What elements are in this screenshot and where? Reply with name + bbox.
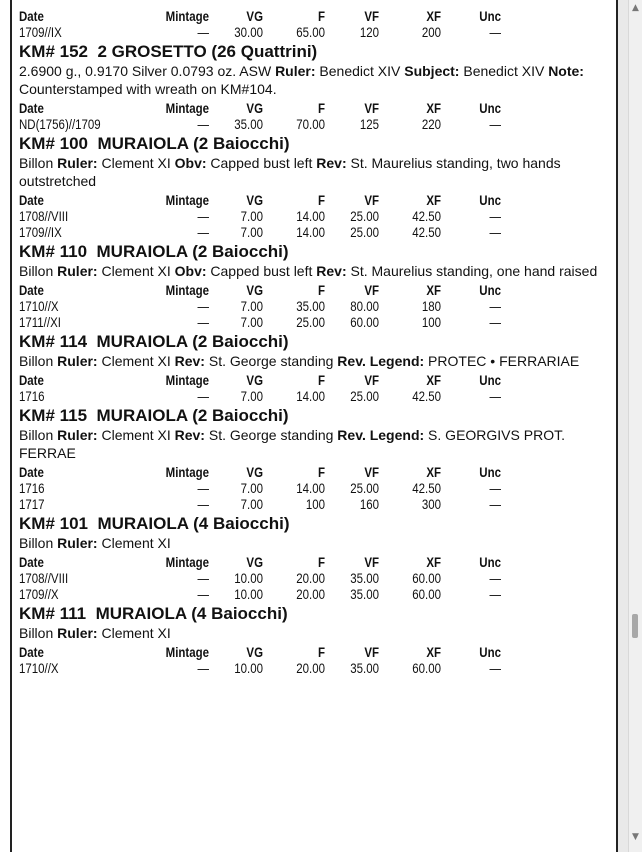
description-text: St. George standing [204, 353, 338, 369]
column-header-mintage: Mintage [165, 464, 209, 480]
cell-mintage: — [197, 570, 209, 586]
column-header-xf: XF [426, 464, 441, 480]
cell-vg: 7.00 [240, 298, 263, 314]
entry-description [19, 154, 609, 190]
cell-f: 100 [305, 496, 325, 512]
description-text: St. Maurelius standing, one hand raised [346, 263, 598, 279]
cell-date: 1709//IX [19, 224, 62, 240]
cell-xf: 200 [421, 24, 441, 40]
description-field-label: Ruler: [57, 535, 98, 551]
cell-date: 1716 [19, 480, 45, 496]
cell-vf: 120 [359, 24, 379, 40]
column-header-xf: XF [426, 644, 441, 660]
cell-vg: 10.00 [234, 660, 263, 676]
description-text: Clement XI [97, 427, 175, 443]
cell-vg: 10.00 [234, 570, 263, 586]
column-header-date: Date [19, 464, 44, 480]
column-header-f: F [317, 192, 325, 208]
description-text: Benedict XIV [459, 63, 549, 79]
column-header-vg: VG [246, 464, 263, 480]
column-header-row [19, 100, 609, 116]
description-text: Billon [19, 535, 58, 551]
column-header-f: F [317, 464, 325, 480]
column-header-xf: XF [426, 8, 441, 24]
entry-description [19, 426, 609, 462]
column-header-date: Date [19, 372, 44, 388]
description-text: Counterstamped with wreath on KM#104. [19, 81, 277, 97]
cell-mintage: — [197, 298, 209, 314]
column-header-vf: VF [364, 644, 379, 660]
title-spacer [86, 604, 95, 623]
cell-unc: — [489, 480, 501, 496]
description-text: Clement XI [97, 353, 175, 369]
cell-vf: 25.00 [350, 208, 379, 224]
page-gutter [618, 0, 628, 852]
cell-unc: — [489, 570, 501, 586]
coin-name: MURAIOLA (4 Baiocchi) [95, 604, 288, 623]
description-text: 2.6900 g., 0.9170 Silver 0.0793 oz. ASW [19, 63, 276, 79]
column-header-date: Date [19, 100, 44, 116]
description-text: Benedict XIV [315, 63, 405, 79]
cell-unc: — [489, 116, 501, 132]
entry-description [19, 534, 609, 552]
entry-description [19, 624, 609, 642]
cell-unc: — [489, 660, 501, 676]
entry-title [19, 241, 609, 262]
column-header-f: F [317, 8, 325, 24]
column-header-unc: Unc [479, 100, 501, 116]
vertical-scrollbar[interactable] [628, 0, 642, 852]
cell-mintage: — [197, 586, 209, 602]
cell-f: 14.00 [296, 480, 325, 496]
description-field-label: Ruler: [57, 353, 98, 369]
cell-vf: 160 [359, 496, 379, 512]
cell-xf: 60.00 [412, 570, 441, 586]
cell-date: 1711//XI [19, 314, 61, 330]
cell-f: 70.00 [296, 116, 325, 132]
page-left-border [10, 0, 12, 852]
description-text: St. Maurelius standing, two hands outstretched [19, 155, 561, 189]
cell-date: 1717 [19, 496, 45, 512]
price-row [19, 388, 609, 404]
cell-f: 14.00 [296, 208, 325, 224]
cell-unc: — [489, 24, 501, 40]
cell-vg: 7.00 [240, 496, 263, 512]
column-header-date: Date [19, 554, 44, 570]
cell-vg: 7.00 [240, 314, 263, 330]
description-field-label: Rev: [174, 427, 205, 443]
cell-mintage: — [197, 208, 209, 224]
cell-mintage: — [197, 24, 209, 40]
cell-xf: 42.50 [412, 224, 441, 240]
cell-vf: 25.00 [350, 388, 379, 404]
column-header-row [19, 554, 609, 570]
column-header-date: Date [19, 644, 44, 660]
cell-mintage: — [197, 496, 209, 512]
description-text: Billon [19, 353, 58, 369]
cell-f: 35.00 [296, 298, 325, 314]
cell-unc: — [489, 388, 501, 404]
column-header-unc: Unc [479, 464, 501, 480]
cell-vf: 35.00 [350, 586, 379, 602]
column-header-vg: VG [246, 554, 263, 570]
column-header-unc: Unc [479, 282, 501, 298]
cell-mintage: — [197, 116, 209, 132]
cell-vf: 25.00 [350, 480, 379, 496]
cell-vg: 7.00 [240, 388, 263, 404]
entry-title [19, 133, 609, 154]
catalog-content [19, 8, 609, 676]
cell-vg: 35.00 [234, 116, 263, 132]
price-row [19, 116, 609, 132]
km-number: KM# 111 [19, 604, 87, 623]
coin-name: MURAIOLA (2 Baiocchi) [96, 332, 289, 351]
scroll-up-arrow-icon[interactable]: ▲ [632, 3, 639, 13]
entry-title [19, 513, 609, 534]
cell-f: 14.00 [296, 388, 325, 404]
description-field-label: Note: [548, 63, 584, 79]
scroll-down-arrow-icon[interactable]: ▼ [632, 832, 639, 842]
column-header-vf: VF [364, 554, 379, 570]
description-text: Capped bust left [206, 263, 317, 279]
description-field-label: Ruler: [57, 625, 98, 641]
description-field-label: Ruler: [275, 63, 316, 79]
km-number: KM# 110 [19, 242, 88, 261]
description-text: Clement XI [97, 625, 171, 641]
km-number: KM# 101 [19, 514, 88, 533]
column-header-mintage: Mintage [165, 192, 209, 208]
price-row [19, 480, 609, 496]
description-text: Billon [19, 155, 58, 171]
price-row [19, 24, 609, 40]
column-header-vf: VF [364, 372, 379, 388]
cell-date: 1710//X [19, 298, 59, 314]
cell-vf: 25.00 [350, 224, 379, 240]
column-header-row [19, 192, 609, 208]
description-field-label: Ruler: [57, 427, 98, 443]
column-header-vg: VG [246, 282, 263, 298]
cell-mintage: — [197, 388, 209, 404]
cell-vg: 7.00 [240, 208, 263, 224]
cell-date: ND(1756)//1709 [19, 116, 101, 132]
column-header-unc: Unc [479, 644, 501, 660]
column-header-f: F [317, 282, 325, 298]
price-row [19, 586, 609, 602]
description-field-label: Rev: [174, 353, 205, 369]
column-header-xf: XF [426, 554, 441, 570]
coin-name: MURAIOLA (2 Baiocchi) [96, 242, 289, 261]
cell-vg: 7.00 [240, 224, 263, 240]
cell-f: 20.00 [296, 586, 325, 602]
column-header-mintage: Mintage [165, 282, 209, 298]
column-header-date: Date [19, 192, 44, 208]
entry-title [19, 603, 609, 624]
description-text: Clement XI [97, 263, 175, 279]
description-field-label: Rev: [316, 263, 347, 279]
column-header-date: Date [19, 8, 44, 24]
column-header-vg: VG [246, 192, 263, 208]
cell-date: 1709//IX [19, 24, 62, 40]
coin-name: MURAIOLA (4 Baiocchi) [97, 514, 290, 533]
km-number: KM# 115 [19, 406, 88, 425]
column-header-xf: XF [426, 372, 441, 388]
km-number: KM# 152 [19, 42, 88, 61]
coin-name: 2 GROSETTO (26 Quattrini) [97, 42, 318, 61]
column-header-xf: XF [426, 282, 441, 298]
cell-unc: — [489, 224, 501, 240]
cell-unc: — [489, 208, 501, 224]
column-header-f: F [317, 100, 325, 116]
column-header-mintage: Mintage [165, 100, 209, 116]
cell-f: 65.00 [296, 24, 325, 40]
column-header-vf: VF [364, 464, 379, 480]
description-field-label: Obv: [174, 155, 207, 171]
entry-title [19, 41, 609, 62]
cell-unc: — [489, 298, 501, 314]
column-header-date: Date [19, 282, 44, 298]
cell-unc: — [489, 314, 501, 330]
column-header-f: F [317, 372, 325, 388]
column-header-row [19, 464, 609, 480]
km-number: KM# 114 [19, 332, 88, 351]
column-header-vg: VG [246, 8, 263, 24]
cell-xf: 42.50 [412, 208, 441, 224]
column-header-vf: VF [364, 192, 379, 208]
cell-mintage: — [197, 660, 209, 676]
column-header-vg: VG [246, 644, 263, 660]
cell-mintage: — [197, 480, 209, 496]
km-number: KM# 100 [19, 134, 88, 153]
column-header-mintage: Mintage [165, 8, 209, 24]
price-row [19, 314, 609, 330]
price-row [19, 298, 609, 314]
cell-vf: 60.00 [350, 314, 379, 330]
price-row [19, 208, 609, 224]
description-text: Clement XI [97, 155, 175, 171]
cell-date: 1708//VIII [19, 570, 69, 586]
description-text: Billon [19, 263, 58, 279]
cell-f: 25.00 [296, 314, 325, 330]
price-row [19, 224, 609, 240]
entry-title [19, 405, 609, 426]
column-header-xf: XF [426, 192, 441, 208]
column-header-unc: Unc [479, 372, 501, 388]
title-spacer [87, 406, 96, 425]
cell-xf: 220 [421, 116, 441, 132]
entry-description [19, 262, 609, 280]
description-text: Clement XI [97, 535, 171, 551]
cell-date: 1716 [19, 388, 45, 404]
cell-vf: 125 [359, 116, 379, 132]
cell-xf: 300 [421, 496, 441, 512]
cell-date: 1709//X [19, 586, 59, 602]
price-row [19, 660, 609, 676]
cell-vg: 7.00 [240, 480, 263, 496]
column-header-mintage: Mintage [165, 372, 209, 388]
description-field-label: Rev. Legend: [337, 353, 425, 369]
cell-xf: 100 [421, 314, 441, 330]
column-header-vf: VF [364, 8, 379, 24]
column-header-f: F [317, 554, 325, 570]
cell-xf: 42.50 [412, 480, 441, 496]
description-field-label: Ruler: [57, 263, 98, 279]
cell-vg: 30.00 [234, 24, 263, 40]
description-field-label: Rev. Legend: [337, 427, 425, 443]
column-header-row [19, 282, 609, 298]
description-text: PROTEC • FERRARIAE [424, 353, 580, 369]
description-text: Billon [19, 625, 58, 641]
cell-vf: 35.00 [350, 570, 379, 586]
entry-description [19, 352, 609, 370]
description-text: St. George standing [204, 427, 338, 443]
cell-f: 20.00 [296, 570, 325, 586]
cell-vg: 10.00 [234, 586, 263, 602]
column-header-xf: XF [426, 100, 441, 116]
description-field-label: Obv: [174, 263, 207, 279]
cell-vf: 35.00 [350, 660, 379, 676]
title-spacer [87, 242, 96, 261]
cell-unc: — [489, 496, 501, 512]
entry-title [19, 331, 609, 352]
description-field-label: Subject: [404, 63, 460, 79]
column-header-mintage: Mintage [165, 554, 209, 570]
coin-name: MURAIOLA (2 Baiocchi) [96, 406, 289, 425]
description-field-label: Ruler: [57, 155, 98, 171]
cell-date: 1710//X [19, 660, 59, 676]
cell-mintage: — [197, 224, 209, 240]
description-text: Capped bust left [206, 155, 317, 171]
column-header-unc: Unc [479, 8, 501, 24]
scroll-thumb[interactable] [632, 614, 638, 638]
column-header-row [19, 644, 609, 660]
column-header-mintage: Mintage [165, 644, 209, 660]
cell-vf: 80.00 [350, 298, 379, 314]
column-header-f: F [317, 644, 325, 660]
cell-unc: — [489, 586, 501, 602]
column-header-vf: VF [364, 100, 379, 116]
entry-description [19, 62, 609, 98]
title-spacer [87, 332, 96, 351]
cell-f: 14.00 [296, 224, 325, 240]
cell-date: 1708//VIII [19, 208, 69, 224]
price-row [19, 496, 609, 512]
price-row [19, 570, 609, 586]
column-header-row [19, 372, 609, 388]
cell-f: 20.00 [296, 660, 325, 676]
column-header-vg: VG [246, 372, 263, 388]
description-text: S. GEORGIVS PROT. FERRAE [19, 427, 565, 461]
cell-mintage: — [197, 314, 209, 330]
column-header-row [19, 8, 609, 24]
description-text: Billon [19, 427, 58, 443]
coin-name: MURAIOLA (2 Baiocchi) [97, 134, 290, 153]
column-header-unc: Unc [479, 554, 501, 570]
description-field-label: Rev: [316, 155, 347, 171]
column-header-unc: Unc [479, 192, 501, 208]
cell-xf: 42.50 [412, 388, 441, 404]
cell-xf: 60.00 [412, 586, 441, 602]
column-header-vg: VG [246, 100, 263, 116]
cell-xf: 60.00 [412, 660, 441, 676]
column-header-vf: VF [364, 282, 379, 298]
cell-xf: 180 [421, 298, 441, 314]
